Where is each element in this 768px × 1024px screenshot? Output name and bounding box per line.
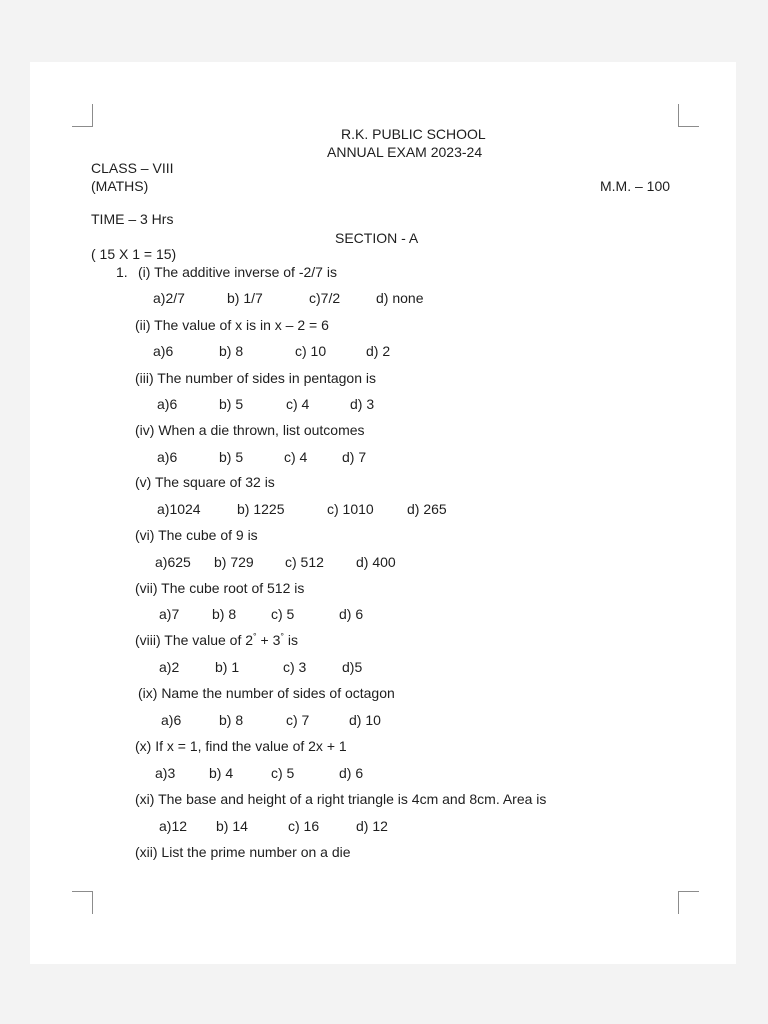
option-a: a)1024 [157, 501, 201, 517]
question-text: (viii) The value of 2° + 3° is [135, 631, 298, 648]
option-c: c) 5 [271, 765, 295, 781]
option-a: a)2/7 [153, 290, 185, 306]
option-a: a)6 [157, 396, 178, 412]
subject-label: (MATHS) [91, 178, 149, 194]
time-label: TIME – 3 Hrs [91, 211, 174, 227]
option-b: b) 1225 [237, 501, 285, 517]
option-b: b) 14 [216, 818, 248, 834]
crop-mark-top-right [678, 104, 699, 127]
option-c: c)7/2 [309, 290, 341, 306]
option-d: d) 2 [366, 343, 391, 359]
question-text: (i) The additive inverse of -2/7 is [138, 264, 337, 280]
option-d: d) 3 [350, 396, 375, 412]
option-d: d) 7 [342, 449, 367, 465]
option-b: b) 8 [212, 606, 237, 622]
option-c: c) 1010 [327, 501, 374, 517]
question-text: (iv) When a die thrown, list outcomes [135, 422, 365, 438]
section-title: SECTION - A [335, 230, 419, 246]
option-d: d) 400 [356, 554, 396, 570]
question-number: 1. [116, 264, 128, 280]
option-a: a)625 [155, 554, 191, 570]
class-label: CLASS – VIII [91, 160, 174, 176]
option-c: c) 16 [288, 818, 320, 834]
exam-title: ANNUAL EXAM 2023-24 [327, 144, 483, 160]
option-d: d) 265 [407, 501, 447, 517]
option-b: b) 729 [214, 554, 254, 570]
crop-mark-top-left [72, 104, 93, 127]
question-text: (xii) List the prime number on a die [135, 844, 351, 860]
option-c: c) 5 [271, 606, 295, 622]
marks-scheme: ( 15 X 1 = 15) [91, 246, 177, 262]
option-a: a)6 [153, 343, 174, 359]
question-text: (xi) The base and height of a right triangle is 4cm and 8cm. Area is [135, 791, 547, 807]
question-text: (v) The square of 32 is [135, 474, 275, 490]
option-b: b) 5 [219, 449, 244, 465]
question-text: (ix) Name the number of sides of octagon [138, 685, 395, 701]
option-a: a)6 [157, 449, 178, 465]
option-b: b) 1/7 [227, 290, 263, 306]
option-d: d) 6 [339, 765, 364, 781]
option-a: a)6 [161, 712, 182, 728]
option-c: c) 7 [286, 712, 310, 728]
option-c: c) 512 [285, 554, 324, 570]
option-b: b) 1 [215, 659, 240, 675]
crop-mark-bottom-left [72, 891, 93, 914]
option-b: b) 8 [219, 712, 244, 728]
question-text: (x) If x = 1, find the value of 2x + 1 [135, 738, 347, 754]
option-a: a)12 [159, 818, 188, 834]
question-text: (vi) The cube of 9 is [135, 527, 258, 543]
option-a: a)7 [159, 606, 180, 622]
option-c: c) 10 [295, 343, 327, 359]
degree-superscript: ° [253, 631, 257, 642]
question-text: (iii) The number of sides in pentagon is [135, 370, 376, 386]
option-b: b) 4 [209, 765, 234, 781]
degree-superscript: ° [280, 631, 284, 642]
option-d: d) 6 [339, 606, 364, 622]
question-text: (ii) The value of x is in x – 2 = 6 [135, 317, 329, 333]
option-c: c) 4 [284, 449, 308, 465]
option-b: b) 5 [219, 396, 244, 412]
option-d: d) 12 [356, 818, 388, 834]
question-text: (vii) The cube root of 512 is [135, 580, 305, 596]
option-b: b) 8 [219, 343, 244, 359]
option-c: c) 3 [283, 659, 307, 675]
option-d: d)5 [342, 659, 363, 675]
crop-mark-bottom-right [678, 891, 699, 914]
option-c: c) 4 [286, 396, 310, 412]
max-marks: M.M. – 100 [600, 178, 671, 194]
option-d: d) 10 [349, 712, 381, 728]
option-d: d) none [376, 290, 424, 306]
school-name: R.K. PUBLIC SCHOOL [341, 126, 486, 142]
option-a: a)3 [155, 765, 176, 781]
option-a: a)2 [159, 659, 180, 675]
